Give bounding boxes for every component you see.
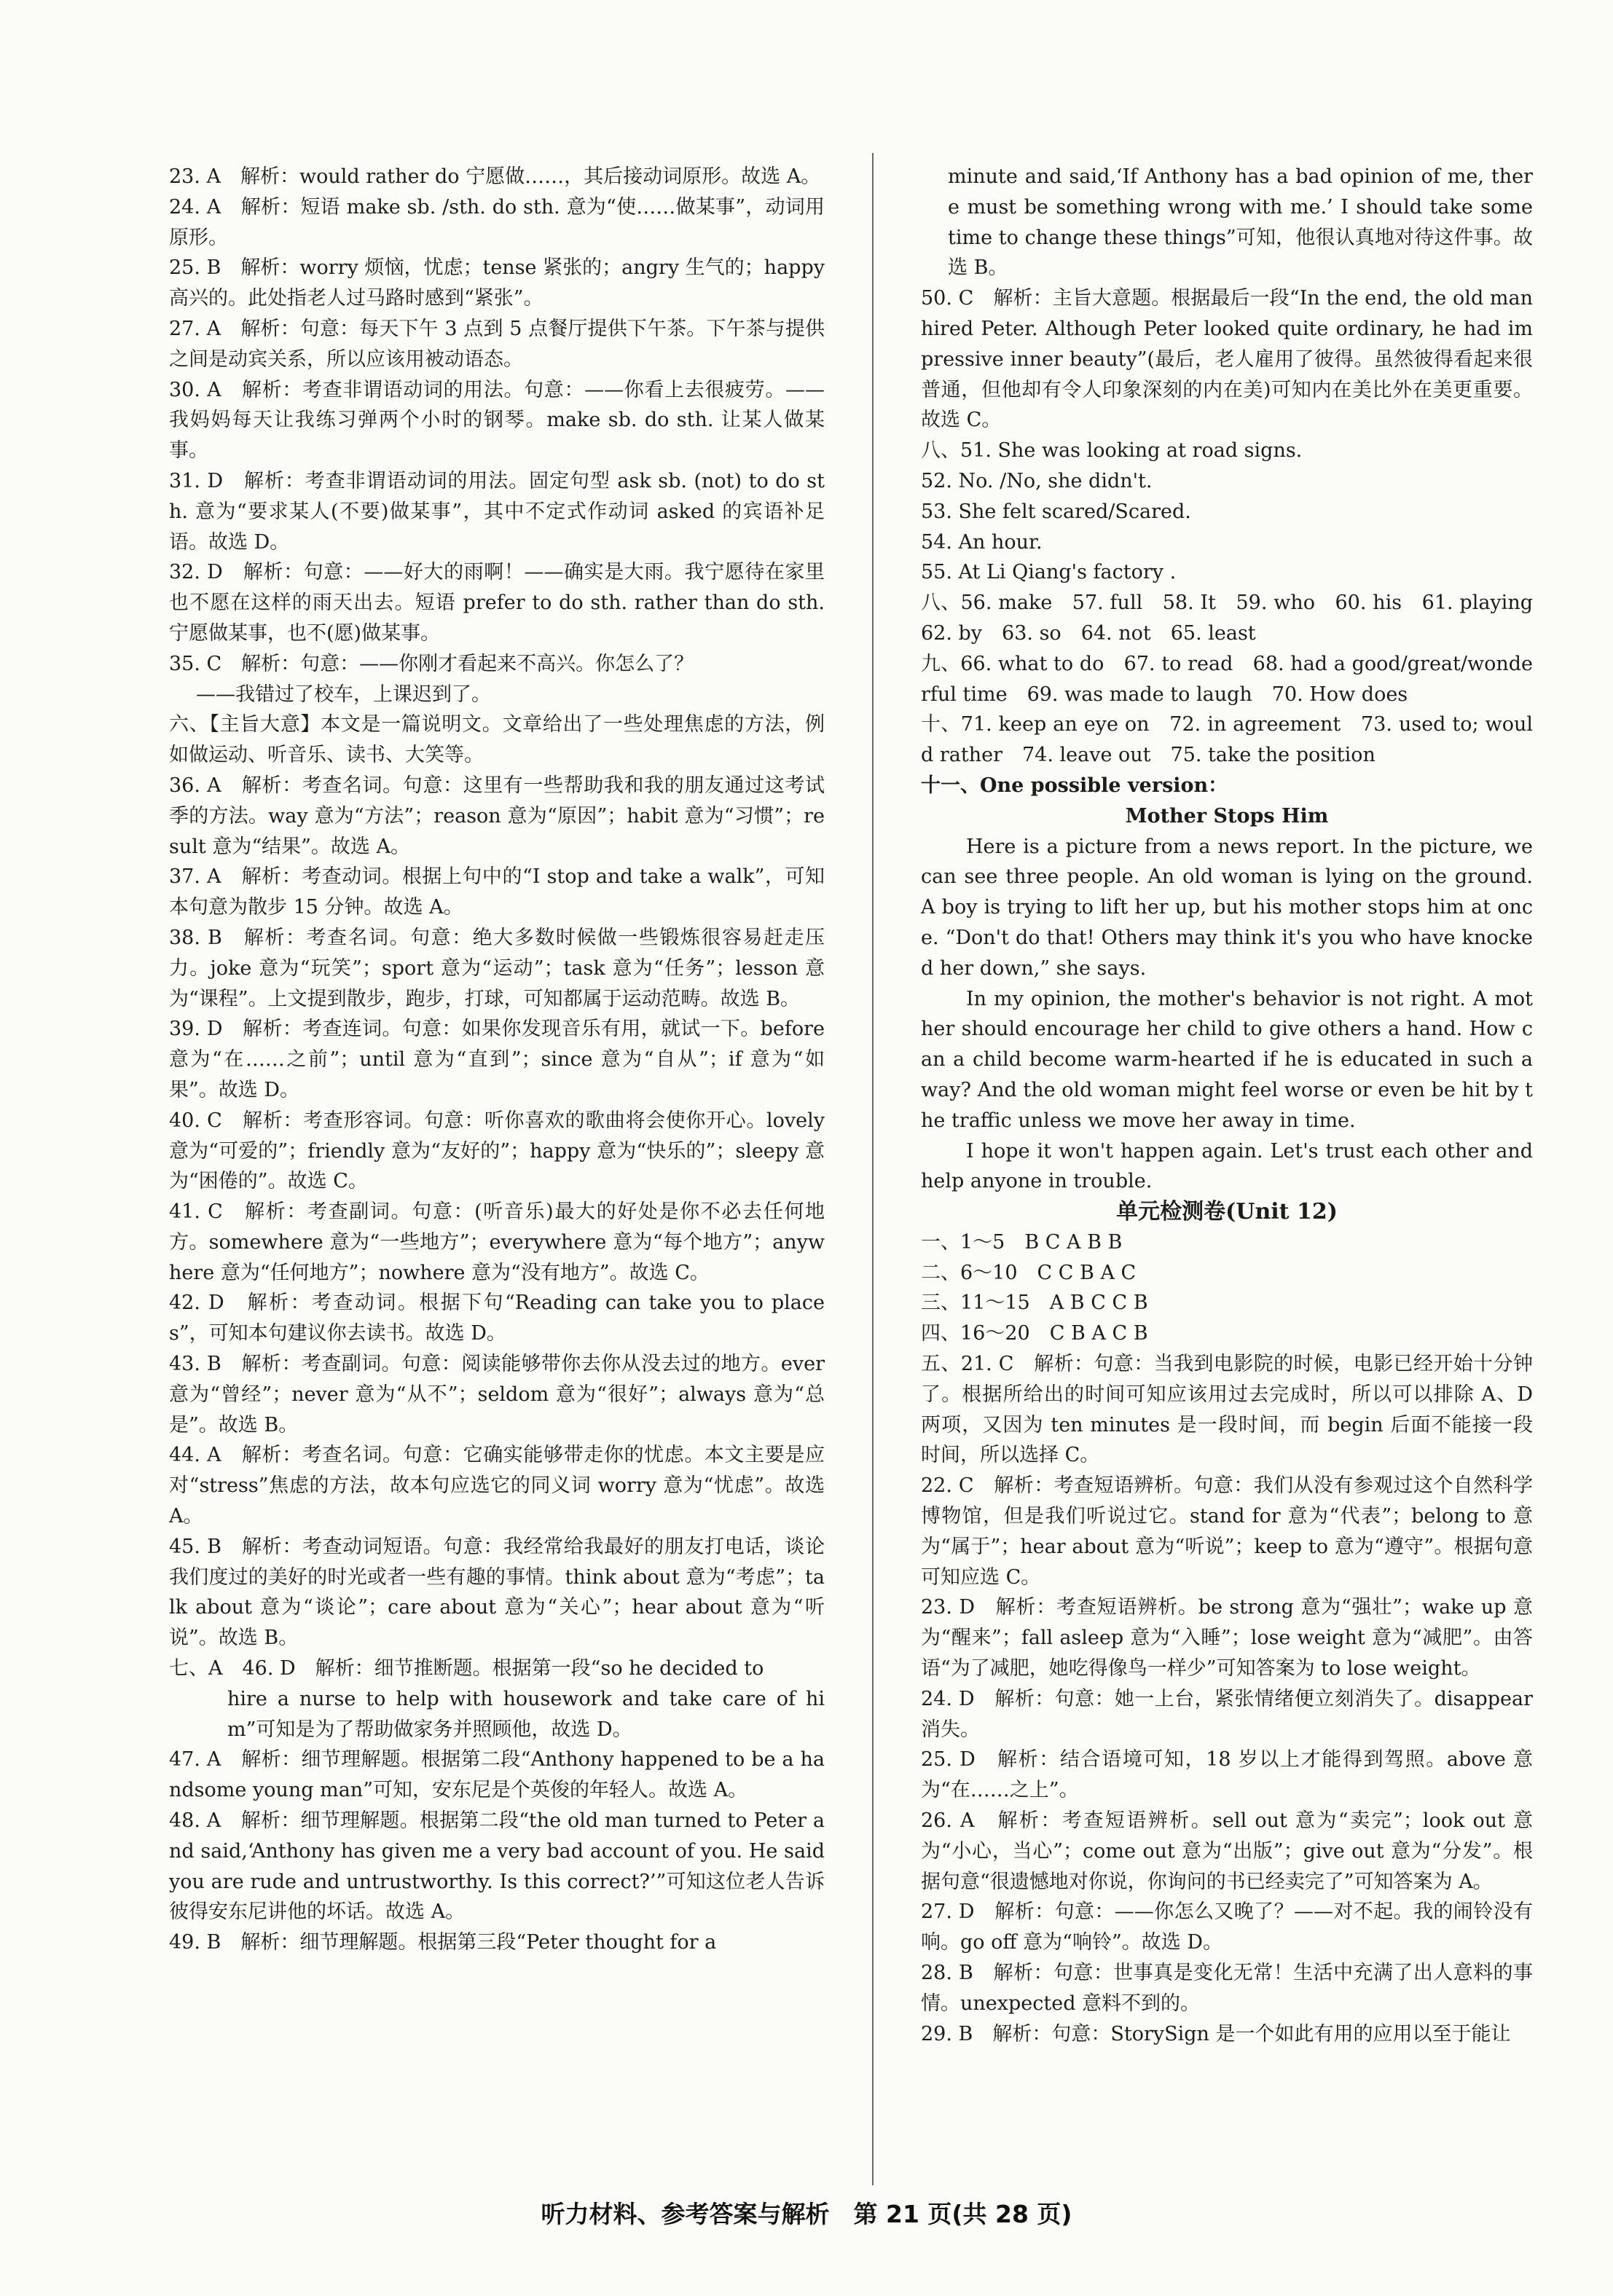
left-column-line: 36. A 解析：考查名词。句意：这里有一些帮助我和我的朋友通过这考试季的方法。way 意为“方法”；reason 意为“原因”；habit 意为“习惯”；result 意为“结果”。故选 A。 <box>169 774 825 858</box>
right-column-line: Mother Stops Him <box>1125 804 1329 827</box>
left-column-line: 38. B 解析：考查名词。句意：绝大多数时候做一些锻炼很容易赶走压力。joke 意为“玩笑”；sport 意为“运动”；task 意为“任务”；lesson 意为“课程”。上文提到散步，跑步，打球，可知都属于运动范畴。故选 B。 <box>169 926 825 1010</box>
left-column-line: 31. D 解析：考查非谓语动词的用法。固定句型 ask sb. (not) to do sth. 意为“要求某人(不要)做某事”，其中不定式作动词 asked 的宾语补足语。故选 D。 <box>169 469 825 554</box>
right-column-line: 九、66. what to do 67. to read 68. had a good/great/wonderful time 69. was made to laugh 70. How does <box>921 652 1533 706</box>
left-column-line: ——我错过了校车，上课迟到了。 <box>196 683 491 706</box>
left-column-line: 37. A 解析：考查动词。根据上句中的“I stop and take a walk”，可知本句意为散步 15 分钟。故选 A。 <box>169 865 825 919</box>
right-column-line: 54. An hour. <box>921 530 1043 554</box>
right-column-line: minute and said,‘If Anthony has a bad opinion of me, there must be something wrong with me.’ I should take some time to change these things”可知，他很认真地对待这件事。故选 B。 <box>948 165 1533 280</box>
right-column-line: 23. D 解析：考查短语辨析。be strong 意为“强壮”；wake up 意为“醒来”；fall asleep 意为“入睡”；lose weight 意为“减肥”。由答语“为了减肥，她吃得像鸟一样少”可知答案为 to lose weight。 <box>921 1596 1533 1680</box>
right-column-line: 29. B 解析：句意：StorySign 是一个如此有用的应用以至于能让 <box>921 2022 1511 2045</box>
right-column-line: 八、56. make 57. full 58. It 59. who 60. his 61. playing 62. by 63. so 64. not 65. least <box>921 591 1553 645</box>
left-column-line: 23. A 解析：would rather do 宁愿做……，其后接动词原形。故选 A。 <box>169 165 821 188</box>
right-column-line: 二、6～10 C C B A C <box>921 1261 1137 1284</box>
right-column-line: 24. D 解析：句意：她一上台，紧张情绪便立刻消失了。disappear 消失。 <box>921 1687 1533 1741</box>
right-column-line: 22. C 解析：考查短语辨析。句意：我们从没有参观过这个自然科学博物馆，但是我们听说过它。stand for 意为“代表”；belong to 意为“属于”；hear about 意为“听说”；keep to 意为“遵守”。根据句意可知应选 C。 <box>921 1474 1533 1589</box>
right-column-line: 53. She felt scared/Scared. <box>921 500 1191 523</box>
left-column-line: 44. A 解析：考查名词。句意：它确实能够带走你的忧虑。本文主要是应对“stress”焦虑的方法，故本句应选它的同义词 worry 意为“忧虑”。故选 A。 <box>169 1444 825 1528</box>
column-divider <box>872 153 874 2185</box>
right-column-line: 50. C 解析：主旨大意题。根据最后一段“In the end, the old man hired Peter. Although Peter looked quite ordinary, he had impressive inner beauty”(最后，老人雇用了彼得。虽然彼得看起来很普通，但他却有令人印象深刻的内在美)可知内在美比外在美更重要。故选 C。 <box>921 287 1533 432</box>
left-column-line: hire a nurse to help with housework and take care of him”可知是为了帮助做家务并照顾他，故选 D。 <box>227 1687 825 1741</box>
left-column-line: 七、A 46. D 解析：细节推断题。根据第一段“so he decided to <box>169 1657 764 1680</box>
left-column-line: 49. B 解析：细节理解题。根据第三段“Peter thought for a <box>169 1931 717 1954</box>
right-column-line: I hope it won't happen again. Let's trust each other and help anyone in trouble. <box>921 1139 1533 1193</box>
right-column-line: 十、71. keep an eye on 72. in agreement 73. used to; would rather 74. leave out 75. take the position <box>921 713 1533 767</box>
right-column-line: 十一、One possible version： <box>921 774 1228 797</box>
right-column <box>921 162 1553 2049</box>
left-column-line: 32. D 解析：句意：——好大的雨啊！——确实是大雨。我宁愿待在家里也不愿在这样的雨天出去。短语 prefer to do sth. rather than do sth. 宁愿做某事，也不(愿)做某事。 <box>169 561 825 645</box>
right-column-line: 一、1～5 B C A B B <box>921 1230 1123 1254</box>
left-column-line: 42. D 解析：考查动词。根据下句“Reading can take you to places”，可知本句建议你去读书。故选 D。 <box>169 1292 825 1345</box>
right-column-line: 五、21. C 解析：句意：当我到电影院的时候，电影已经开始十分钟了。根据所给出的时间可知应该用过去完成时，所以可以排除 A、D 两项，又因为 ten minutes 是一段时间，而 begin 后面不能接一段时间，所以选择 C。 <box>921 1353 1533 1467</box>
left-column-line: 47. A 解析：细节理解题。根据第二段“Anthony happened to be a handsome young man”可知，安东尼是个英俊的年轻人。故选 A。 <box>169 1748 825 1802</box>
left-column-line: 40. C 解析：考查形容词。句意：听你喜欢的歌曲将会使你开心。lovely 意为“可爱的”；friendly 意为“友好的”；happy 意为“快乐的”；sleepy 意为“困倦的”。故选 C。 <box>169 1109 825 1193</box>
right-column-line: In my opinion, the mother's behavior is not right. A mother should encourage her child to give others a hand. How can a child become warm-hearted if he is educated in such a way? And the old woman might feel worse or even be hit by the traffic unless we move her away in time. <box>921 987 1533 1132</box>
right-column-line: 八、51. She was looking at road signs. <box>921 439 1303 463</box>
left-column-line: 41. C 解析：考查副词。句意：(听音乐)最大的好处是你不必去任何地方。somewhere 意为“一些地方”；everywhere 意为“每个地方”；anywhere 意为“任何地方”；nowhere 意为“没有地方”。故选 C。 <box>169 1200 825 1284</box>
left-column-line: 30. A 解析：考查非谓语动词的用法。句意：——你看上去很疲劳。——我妈妈每天让我练习弹两个小时的钢琴。make sb. do sth. 让某人做某事。 <box>169 378 825 463</box>
right-column-line: 四、16～20 C B A C B <box>921 1322 1148 1345</box>
left-column-line: 27. A 解析：句意：每天下午 3 点到 5 点餐厅提供下午茶。下午茶与提供之间是动宾关系，所以应该用被动语态。 <box>169 317 825 371</box>
right-column-line: 25. D 解析：结合语境可知，18 岁以上才能得到驾照。above 意为“在……之上”。 <box>921 1748 1533 1802</box>
page-footer: 听力材料、参考答案与解析 第 21 页(共 28 页) <box>541 2200 1072 2228</box>
left-column-line: 35. C 解析：句意：——你刚才看起来不高兴。你怎么了？ <box>169 652 694 675</box>
right-column-line: 28. B 解析：句意：世事真是变化无常！生活中充满了出人意料的事情。unexpected 意料不到的。 <box>921 1962 1533 2015</box>
right-column-line: Here is a picture from a news report. In the picture, we can see three people. An old woman is lying on the ground. A boy is trying to lift her up, but his mother stops him at once. “Don't do that! Others may think it's you who have knocked her down,” she says. <box>921 835 1533 980</box>
right-column-line: 27. D 解析：句意：——你怎么又晚了？——对不起。我的闹铃没有响。go off 意为“响铃”。故选 D。 <box>921 1900 1533 1954</box>
left-column-line: 25. B 解析：worry 烦恼，忧虑；tense 紧张的；angry 生气的；happy 高兴的。此处指老人过马路时感到“紧张”。 <box>169 256 825 310</box>
left-column-line: 24. A 解析：短语 make sb. /sth. do sth. 意为“使……做某事”，动词用原形。 <box>169 195 825 249</box>
left-column-line: 39. D 解析：考查连词。句意：如果你发现音乐有用，就试一下。before 意为“在……之前”；until 意为“直到”；since 意为“自从”；if 意为“如果”。故选 D。 <box>169 1018 825 1101</box>
left-column-line: 48. A 解析：细节理解题。根据第二段“the old man turned to Peter and said,‘Anthony has given me a very bad account of you. He said you are rude and untrustworthy. Is this correct?’”可知这位老人告诉彼得安东尼讲他的坏话。故选 A。 <box>169 1809 825 1924</box>
right-column-line: 55. At Li Qiang's factory . <box>921 561 1177 584</box>
right-column-line: 单元检测卷(Unit 12) <box>1116 1199 1338 1225</box>
right-column-line: 三、11～15 A B C C B <box>921 1292 1148 1315</box>
left-column-line: 六、【主旨大意】本文是一篇说明文。文章给出了一些处理焦虑的方法，例如做运动、听音乐、读书、大笑等。 <box>169 713 825 767</box>
right-column-line: 26. A 解析：考查短语辨析。sell out 意为“卖完”；look out 意为“小心，当心”；come out 意为“出版”；give out 意为“分发”。根据句意“很遗憾地对你说，你询问的书已经卖完了”可知答案为 A。 <box>921 1809 1533 1893</box>
left-column-line: 45. B 解析：考查动词短语。句意：我经常给我最好的朋友打电话，谈论我们度过的美好的时光或者一些有趣的事情。think about 意为“考虑”；talk about 意为“谈论”；care about 意为“关心”；hear about 意为“听说”。故选 B。 <box>169 1535 825 1650</box>
left-column <box>169 162 825 1958</box>
left-column-line: 43. B 解析：考查副词。句意：阅读能够带你去你从没去过的地方。ever 意为“曾经”；never 意为“从不”；seldom 意为“很好”；always 意为“总是”。故选 B。 <box>169 1353 825 1436</box>
right-column-line: 52. No. /No, she didn't. <box>921 469 1153 492</box>
